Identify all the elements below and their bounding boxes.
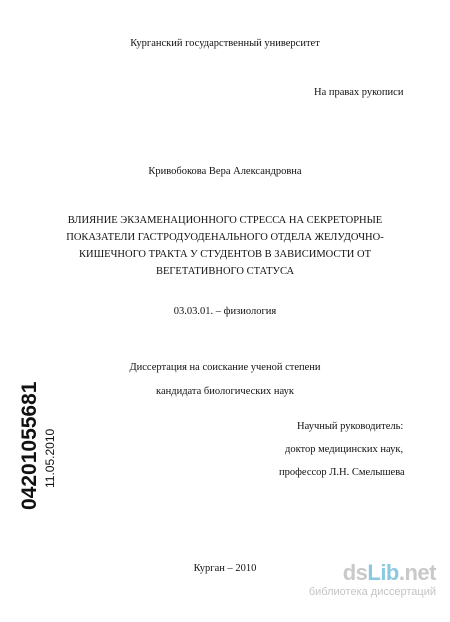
title-line: ПОКАЗАТЕЛИ ГАСТРОДУОДЕНАЛЬНОГО ОТДЕЛА ЖЕЛУДОЧНО- [66, 232, 384, 243]
supervisor-heading: Научный руководитель: [297, 421, 404, 432]
manuscript-rights-note: На правах рукописи [314, 87, 404, 98]
logo-net: .net [398, 560, 436, 585]
dissertation-title [40, 212, 410, 280]
degree-line-1: Диссертация на соискание ученой степени [129, 362, 321, 373]
title-line: ВЛИЯНИЕ ЭКЗАМЕНАЦИОННОГО СТРЕССА НА СЕКРЕТОРНЫЕ [67, 215, 383, 226]
stamp-number: 04201055681 [18, 381, 41, 510]
specialty-code: 03.03.01. – физиология [173, 306, 277, 317]
title-line: ВЕГЕТАТИВНОГО СТАТУСА [155, 266, 295, 277]
supervisor-name: профессор Л.Н. Смелышева [279, 467, 405, 478]
title-line: КИШЕЧНОГО ТРАКТА У СТУДЕНТОВ В ЗАВИСИМОСТИ ОТ [78, 249, 371, 260]
supervisor-degree: доктор медицинских наук, [285, 444, 404, 455]
author-name: Кривобокова Вера Александровна [148, 166, 302, 177]
watermark-subtitle: библиотека диссертаций [308, 586, 436, 598]
library-stamp [14, 352, 74, 512]
logo-ds: ds [342, 560, 368, 585]
dslib-watermark [306, 560, 436, 604]
stamp-date: 11.05.2010 [43, 428, 57, 488]
dslib-logo [343, 560, 436, 586]
degree-line-2: кандидата биологических наук [156, 386, 294, 397]
logo-lib: Lib [367, 560, 399, 585]
place-and-year: Курган – 2010 [193, 563, 257, 574]
university-name: Курганский государственный университет [130, 38, 320, 49]
